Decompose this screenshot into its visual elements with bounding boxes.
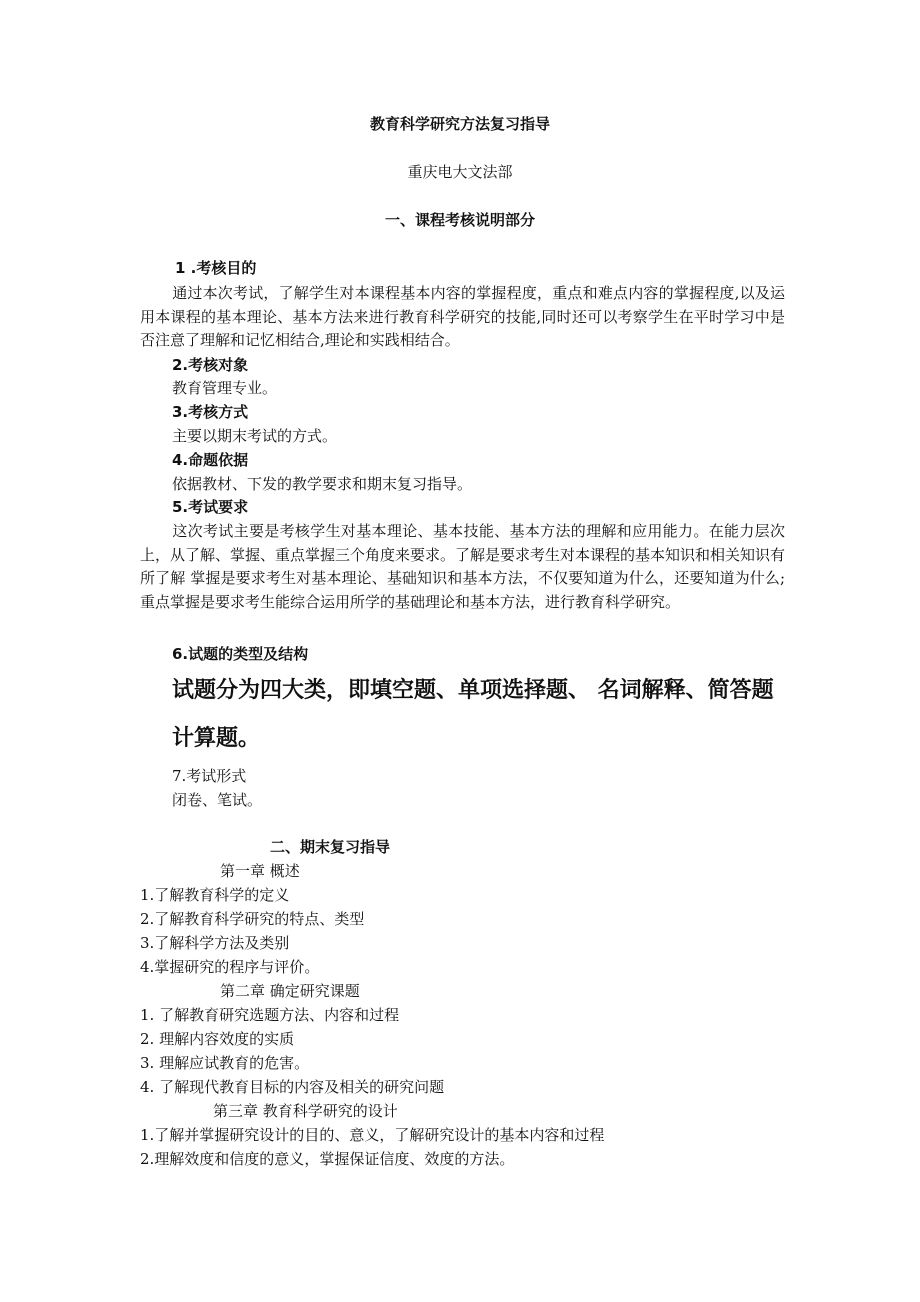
chapter-2-item: 1. 了解教育研究选题方法、内容和过程 — [140, 1006, 400, 1024]
chapter-3-item: 2.理解效度和信度的意义，掌握保证信度、效度的方法。 — [140, 1150, 515, 1168]
subsection-title-3: 3.考核方式 — [172, 403, 249, 421]
chapter-1-title: 第一章 概述 — [220, 862, 300, 880]
subsection-text-2: 教育管理专业。 — [172, 379, 278, 397]
chapter-2-title: 第二章 确定研究课题 — [220, 982, 360, 1000]
subsection-title-1: 1 .考核目的 — [175, 259, 257, 277]
subsection-title-7: 7.考试形式 — [172, 767, 247, 785]
paragraph-exam-requirements — [140, 520, 785, 614]
subsection-text-3: 主要以期末考试的方式。 — [172, 427, 338, 445]
chapter-1-item: 3.了解科学方法及类别 — [140, 934, 290, 952]
paragraph-exam-purpose — [140, 282, 785, 353]
subsection-text-7: 闭卷、笔试。 — [172, 791, 263, 809]
chapter-2-item: 4. 了解现代教育目标的内容及相关的研究问题 — [140, 1078, 445, 1096]
chapter-1-item: 1.了解教育科学的定义 — [140, 886, 290, 904]
subsection-title-6: 6.试题的类型及结构 — [172, 645, 309, 663]
chapter-3-title: 第三章 教育科学研究的设计 — [213, 1102, 398, 1120]
subsection-text-4: 依据教材、下发的教学要求和期末复习指导。 — [172, 475, 473, 493]
exam-requirements-text: 这次考试主要是考核学生对基本理论、基本技能、基本方法的理解和应用能力。在能力层次上，从了解、掌握、重点掌握三个角度来要求。了解是要求考生对本课程的基本知识和相关知识有所了解 掌握是要求考生对基本理论、基础知识和基本方法，不仅要知道为什么，还要知道为什么; 重点掌握是要求考生能综合运用所学的基础理论和基本方法，进行教育科学研究。 — [140, 522, 786, 611]
chapter-2-item: 2. 理解内容效度的实质 — [140, 1030, 295, 1048]
subsection-title-4: 4.命题依据 — [172, 451, 249, 469]
chapter-2-item: 3. 理解应试教育的危害。 — [140, 1054, 310, 1072]
subsection-title-5: 5.考试要求 — [172, 498, 249, 516]
author-line: 重庆电大文法部 — [407, 163, 513, 181]
section-heading-2: 二、期末复习指导 — [270, 838, 391, 856]
chapter-1-item: 4.掌握研究的程序与评价。 — [140, 958, 320, 976]
subsection-title-2: 2.考核对象 — [172, 356, 249, 374]
question-types-line-1: 试题分为四大类，即填空题、单项选择题、 名词解释、简答题 — [172, 678, 774, 703]
question-types-line-2: 计算题。 — [172, 726, 261, 751]
section-heading-1: 一、课程考核说明部分 — [384, 211, 535, 229]
chapter-1-item: 2.了解教育科学研究的特点、类型 — [140, 910, 365, 928]
exam-purpose-text: 通过本次考试，了解学生对本课程基本内容的掌握程度，重点和难点内容的掌握程度,以及运用本课程的基本理论、基本方法来进行教育科学研究的技能,同时还可以考察学生在平时学习中是否注意了理解和记忆相结合,理论和实践相结合。 — [140, 284, 785, 349]
chapter-3-item: 1.了解并掌握研究设计的目的、意义，了解研究设计的基本内容和过程 — [140, 1126, 605, 1144]
document-title: 教育科学研究方法复习指导 — [369, 115, 550, 133]
